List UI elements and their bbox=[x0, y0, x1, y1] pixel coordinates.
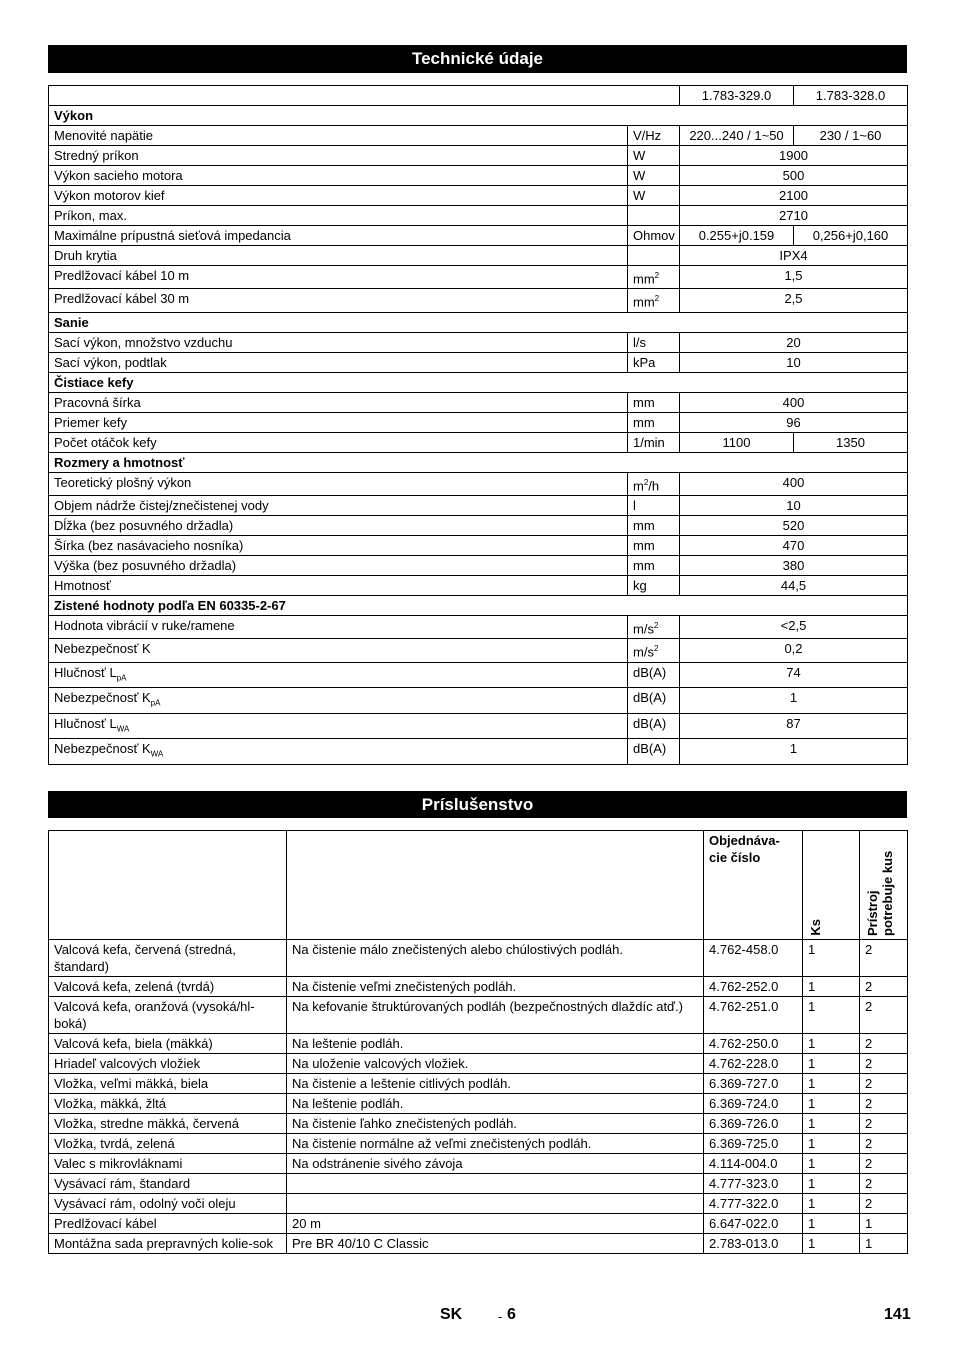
section-title: Čistiace kefy bbox=[49, 372, 908, 392]
spec-label-text: Výkon motorov kief bbox=[54, 188, 165, 203]
spec-unit bbox=[628, 206, 680, 226]
spec-label bbox=[49, 146, 628, 166]
section-title: Rozmery a hmotnosť bbox=[49, 452, 908, 472]
accessory-qty: 1 bbox=[803, 1114, 860, 1134]
spec-label-text: Dĺžka (bez posuvného držadla) bbox=[54, 517, 234, 533]
accessory-qty: 1 bbox=[803, 1154, 860, 1174]
spec-unit-text: W bbox=[633, 168, 646, 183]
spec-label bbox=[49, 266, 628, 289]
spec-label-subscript: WA bbox=[116, 724, 130, 734]
accessory-row bbox=[49, 997, 908, 1034]
spec-row bbox=[49, 126, 908, 146]
accessory-name: Hriadeľ valcových vložiek bbox=[49, 1054, 287, 1074]
spec-value: 520 bbox=[680, 515, 908, 535]
header-empty-desc bbox=[287, 831, 704, 940]
spec-unit-text: mm bbox=[633, 271, 655, 287]
spec-unit bbox=[628, 412, 680, 432]
spec-row bbox=[49, 289, 908, 312]
spec-label bbox=[49, 688, 628, 714]
accessory-order-number: 6.369-725.0 bbox=[704, 1134, 803, 1154]
spec-row bbox=[49, 713, 908, 739]
spec-unit bbox=[628, 739, 680, 765]
spec-label-text: Hmotnosť bbox=[54, 577, 111, 593]
spec-unit bbox=[628, 555, 680, 575]
accessory-order-number: 4.762-251.0 bbox=[704, 997, 803, 1034]
accessory-name: Vložka, mäkká, žltá bbox=[49, 1094, 287, 1114]
spec-label-text: Predlžovací kábel 30 m bbox=[54, 291, 190, 307]
header-order-number: Objednáva-cie číslo bbox=[704, 831, 803, 940]
spec-label bbox=[49, 555, 628, 575]
spec-value: 1900 bbox=[680, 146, 908, 166]
accessory-order-number: 4.777-322.0 bbox=[704, 1194, 803, 1214]
accessory-qty: 1 bbox=[803, 940, 860, 977]
spec-label bbox=[49, 472, 628, 495]
accessory-description: Na uloženie valcových vložiek. bbox=[287, 1054, 704, 1074]
spec-label-subscript: pA bbox=[150, 698, 161, 708]
accessory-qty: 1 bbox=[803, 977, 860, 997]
accessory-row bbox=[49, 1134, 908, 1154]
spec-row bbox=[49, 739, 908, 765]
spec-label bbox=[49, 332, 628, 352]
spec-label-text: Nebezpečnosť K bbox=[54, 641, 151, 657]
footer-sub-number: 6 bbox=[507, 1306, 516, 1323]
empty-cell bbox=[49, 86, 628, 106]
accessory-device-qty: 2 bbox=[860, 940, 908, 977]
accessory-description: Na čistenie ľahko znečistených podláh. bbox=[287, 1114, 704, 1134]
accessory-order-number: 6.369-724.0 bbox=[704, 1094, 803, 1114]
spec-label-text: Hodnota vibrácií v ruke/ramene bbox=[54, 617, 235, 633]
spec-label bbox=[49, 615, 628, 638]
spec-row bbox=[49, 246, 908, 266]
accessory-qty: 1 bbox=[803, 1134, 860, 1154]
spec-value-model-1: 0.255+j0.159 bbox=[680, 226, 794, 246]
spec-unit-text: mm bbox=[633, 294, 655, 310]
accessory-order-number: 6.369-727.0 bbox=[704, 1074, 803, 1094]
accessory-description bbox=[287, 1194, 704, 1214]
spec-label-text: Príkon, max. bbox=[54, 208, 127, 223]
spec-value: 470 bbox=[680, 535, 908, 555]
model-number: 1.783-329.0 bbox=[680, 86, 794, 106]
accessory-description: Na čistenie veľmi znečistených podláh. bbox=[287, 977, 704, 997]
accessory-row bbox=[49, 977, 908, 997]
spec-row bbox=[49, 472, 908, 495]
model-header-row bbox=[49, 86, 908, 106]
spec-unit-text: Ohmov bbox=[633, 228, 675, 243]
spec-label-subscript: WA bbox=[150, 750, 164, 760]
accessory-row bbox=[49, 1054, 908, 1074]
accessory-device-qty: 2 bbox=[860, 1054, 908, 1074]
spec-unit bbox=[628, 662, 680, 688]
accessory-device-qty: 2 bbox=[860, 1074, 908, 1094]
accessory-order-number: 4.777-323.0 bbox=[704, 1174, 803, 1194]
spec-unit-text: 1/min bbox=[633, 434, 665, 450]
accessory-qty: 1 bbox=[803, 997, 860, 1034]
accessories-header-row bbox=[49, 831, 908, 940]
accessory-qty: 1 bbox=[803, 1034, 860, 1054]
accessory-order-number: 4.762-228.0 bbox=[704, 1054, 803, 1074]
spec-unit bbox=[628, 639, 680, 662]
spec-value: <2,5 bbox=[680, 615, 908, 638]
spec-unit bbox=[628, 166, 680, 186]
spec-value: 1,5 bbox=[680, 266, 908, 289]
spec-value: 400 bbox=[680, 392, 908, 412]
spec-unit-text: l/s bbox=[633, 334, 646, 350]
spec-unit bbox=[628, 246, 680, 266]
spec-value-model-2: 0,256+j0,160 bbox=[794, 226, 908, 246]
spec-unit bbox=[628, 332, 680, 352]
section-row bbox=[49, 595, 908, 615]
spec-label-text: Menovité napätie bbox=[54, 128, 154, 143]
spec-row bbox=[49, 266, 908, 289]
spec-unit bbox=[628, 266, 680, 289]
spec-value: 74 bbox=[680, 662, 908, 688]
accessory-name: Valcová kefa, oranžová (vysoká/hl-boká) bbox=[49, 997, 287, 1034]
spec-label bbox=[49, 515, 628, 535]
spec-unit bbox=[628, 289, 680, 312]
spec-value: 1 bbox=[680, 688, 908, 714]
spec-label bbox=[49, 713, 628, 739]
spec-row bbox=[49, 412, 908, 432]
spec-value: 96 bbox=[680, 412, 908, 432]
header-device-label: Prístroj potrebuje kus bbox=[865, 850, 895, 936]
spec-row bbox=[49, 688, 908, 714]
spec-unit-superscript: 2 bbox=[643, 477, 649, 487]
spec-unit-text: l bbox=[633, 497, 636, 513]
spec-value-model-2: 230 / 1~60 bbox=[794, 126, 908, 146]
spec-label-text: Šírka (bez nasávacieho nosníka) bbox=[54, 537, 244, 553]
accessory-row bbox=[49, 940, 908, 977]
spec-label bbox=[49, 432, 628, 452]
accessory-description: Na odstránenie sivého závoja bbox=[287, 1154, 704, 1174]
accessory-name: Predlžovací kábel bbox=[49, 1214, 287, 1234]
spec-label bbox=[49, 246, 628, 266]
spec-unit bbox=[628, 495, 680, 515]
footer-language: SK bbox=[440, 1306, 463, 1323]
spec-unit bbox=[628, 126, 680, 146]
accessory-row bbox=[49, 1074, 908, 1094]
accessory-device-qty: 2 bbox=[860, 997, 908, 1034]
spec-unit-text: mm bbox=[633, 517, 655, 533]
accessory-name: Valcová kefa, zelená (tvrdá) bbox=[49, 977, 287, 997]
accessory-name: Valec s mikrovláknami bbox=[49, 1154, 287, 1174]
accessory-order-number: 4.762-252.0 bbox=[704, 977, 803, 997]
spec-unit bbox=[628, 515, 680, 535]
accessory-name: Vložka, tvrdá, zelená bbox=[49, 1134, 287, 1154]
spec-unit-text: W bbox=[633, 148, 646, 163]
spec-label-text: Počet otáčok kefy bbox=[54, 434, 157, 450]
spec-label-text: Sací výkon, množstvo vzduchu bbox=[54, 334, 233, 350]
spec-unit-text: dB(A) bbox=[633, 741, 667, 757]
accessory-device-qty: 2 bbox=[860, 1034, 908, 1054]
section-row bbox=[49, 106, 908, 126]
accessories-heading: Príslušenstvo bbox=[48, 791, 907, 818]
spec-unit-text: mm bbox=[633, 537, 655, 553]
spec-label-text: Maximálne prípustná sieťová impedancia bbox=[54, 228, 291, 243]
spec-label bbox=[49, 495, 628, 515]
accessory-order-number: 6.647-022.0 bbox=[704, 1214, 803, 1234]
section-title: Výkon bbox=[49, 106, 908, 126]
spec-label-text: Predlžovací kábel 10 m bbox=[54, 268, 190, 283]
spec-value: 500 bbox=[680, 166, 908, 186]
accessory-device-qty: 2 bbox=[860, 1134, 908, 1154]
spec-label bbox=[49, 206, 628, 226]
accessory-description: Na kefovanie štruktúrovaných podláh (bezpečnostných dlaždíc atď.) bbox=[287, 997, 704, 1034]
spec-label-text: Objem nádrže čistej/znečistenej vody bbox=[54, 497, 269, 513]
spec-unit-superscript: 2 bbox=[654, 294, 660, 304]
spec-label-text: Priemer kefy bbox=[54, 414, 127, 430]
accessory-qty: 1 bbox=[803, 1214, 860, 1234]
spec-unit-text: kg bbox=[633, 577, 647, 593]
spec-value: 2,5 bbox=[680, 289, 908, 312]
spec-row bbox=[49, 495, 908, 515]
spec-unit-text: mm bbox=[633, 394, 655, 410]
spec-unit bbox=[628, 186, 680, 206]
spec-row bbox=[49, 352, 908, 372]
accessory-row bbox=[49, 1174, 908, 1194]
section-title: Zistené hodnoty podľa EN 60335-2-67 bbox=[49, 595, 908, 615]
spec-label-text: Teoretický plošný výkon bbox=[54, 474, 192, 490]
spec-value-model-1: 220...240 / 1~50 bbox=[680, 126, 794, 146]
header-qty-label: Ks bbox=[808, 919, 823, 936]
spec-unit bbox=[628, 688, 680, 714]
spec-value: 10 bbox=[680, 495, 908, 515]
accessory-order-number: 4.114-004.0 bbox=[704, 1154, 803, 1174]
spec-row bbox=[49, 575, 908, 595]
spec-label-text: Výkon sacieho motora bbox=[54, 168, 183, 183]
accessory-order-number: 4.762-458.0 bbox=[704, 940, 803, 977]
spec-label bbox=[49, 186, 628, 206]
spec-unit bbox=[628, 575, 680, 595]
accessory-device-qty: 1 bbox=[860, 1214, 908, 1234]
accessory-description: Pre BR 40/10 C Classic bbox=[287, 1234, 704, 1254]
accessory-device-qty: 2 bbox=[860, 1154, 908, 1174]
spec-label bbox=[49, 392, 628, 412]
accessory-description: 20 m bbox=[287, 1214, 704, 1234]
spec-label-text: Stredný príkon bbox=[54, 148, 139, 163]
spec-unit-superscript: 2 bbox=[653, 620, 659, 630]
spec-value: 1 bbox=[680, 739, 908, 765]
spec-label-text: Druh krytia bbox=[54, 248, 117, 263]
accessory-row bbox=[49, 1234, 908, 1254]
spec-label bbox=[49, 739, 628, 765]
spec-unit-superscript: 2 bbox=[654, 271, 660, 280]
accessory-row bbox=[49, 1154, 908, 1174]
spec-unit bbox=[628, 535, 680, 555]
spec-row bbox=[49, 555, 908, 575]
spec-row bbox=[49, 615, 908, 638]
spec-unit bbox=[628, 352, 680, 372]
empty-cell bbox=[628, 86, 680, 106]
accessory-qty: 1 bbox=[803, 1174, 860, 1194]
technical-data-table bbox=[48, 85, 908, 765]
accessory-qty: 1 bbox=[803, 1074, 860, 1094]
spec-row bbox=[49, 639, 908, 662]
spec-unit-superscript: 2 bbox=[653, 644, 659, 654]
spec-unit bbox=[628, 226, 680, 246]
accessory-row bbox=[49, 1114, 908, 1134]
section-row bbox=[49, 312, 908, 332]
accessory-device-qty: 2 bbox=[860, 1114, 908, 1134]
spec-label bbox=[49, 535, 628, 555]
spec-label-text: Sací výkon, podtlak bbox=[54, 354, 167, 370]
spec-row bbox=[49, 186, 908, 206]
spec-row bbox=[49, 166, 908, 186]
spec-unit-text: mm bbox=[633, 414, 655, 430]
spec-label-text: Nebezpečnosť K bbox=[54, 690, 151, 706]
spec-value-model-1: 1100 bbox=[680, 432, 794, 452]
spec-value: 87 bbox=[680, 713, 908, 739]
header-empty-name bbox=[49, 831, 287, 940]
spec-unit bbox=[628, 713, 680, 739]
spec-unit-text: m/s bbox=[633, 621, 654, 637]
spec-unit-text: m bbox=[633, 477, 644, 493]
accessory-qty: 1 bbox=[803, 1094, 860, 1114]
spec-label-subscript: pA bbox=[116, 673, 127, 683]
accessory-qty: 1 bbox=[803, 1194, 860, 1214]
spec-unit bbox=[628, 146, 680, 166]
accessory-device-qty: 2 bbox=[860, 977, 908, 997]
spec-row bbox=[49, 146, 908, 166]
accessory-description: Na čistenie normálne až veľmi znečistených podláh. bbox=[287, 1134, 704, 1154]
accessory-device-qty: 2 bbox=[860, 1094, 908, 1114]
spec-row bbox=[49, 515, 908, 535]
spec-label-text: Hlučnosť L bbox=[54, 715, 117, 731]
spec-label bbox=[49, 412, 628, 432]
accessory-order-number: 6.369-726.0 bbox=[704, 1114, 803, 1134]
spec-unit bbox=[628, 432, 680, 452]
spec-unit-text: m/s bbox=[633, 644, 654, 660]
spec-label bbox=[49, 289, 628, 312]
spec-label bbox=[49, 352, 628, 372]
accessory-description: Na čistenie málo znečistených alebo chúlostivých podláh. bbox=[287, 940, 704, 977]
spec-unit-text: dB(A) bbox=[633, 690, 667, 706]
spec-row bbox=[49, 432, 908, 452]
accessory-qty: 1 bbox=[803, 1234, 860, 1254]
accessory-order-number: 4.762-250.0 bbox=[704, 1034, 803, 1054]
spec-row bbox=[49, 226, 908, 246]
spec-value: 380 bbox=[680, 555, 908, 575]
spec-unit-text: W bbox=[633, 188, 646, 203]
spec-row bbox=[49, 206, 908, 226]
spec-value: 400 bbox=[680, 472, 908, 495]
spec-unit-text: dB(A) bbox=[633, 664, 667, 680]
accessory-row bbox=[49, 1094, 908, 1114]
spec-unit-text: dB(A) bbox=[633, 715, 667, 731]
accessory-order-number: 2.783-013.0 bbox=[704, 1234, 803, 1254]
spec-value: 20 bbox=[680, 332, 908, 352]
section-row bbox=[49, 372, 908, 392]
footer-page-number: 141 bbox=[884, 1306, 911, 1323]
accessory-name: Vložka, veľmi mäkká, biela bbox=[49, 1074, 287, 1094]
accessory-name: Valcová kefa, biela (mäkká) bbox=[49, 1034, 287, 1054]
accessory-description bbox=[287, 1174, 704, 1194]
spec-row bbox=[49, 392, 908, 412]
accessory-device-qty: 2 bbox=[860, 1194, 908, 1214]
accessory-name: Valcová kefa, červená (stredná, štandard) bbox=[49, 940, 287, 977]
spec-unit bbox=[628, 472, 680, 495]
spec-row bbox=[49, 662, 908, 688]
spec-value: 2710 bbox=[680, 206, 908, 226]
spec-unit-tail: /h bbox=[648, 477, 660, 493]
accessory-description: Na čistenie a leštenie citlivých podláh. bbox=[287, 1074, 704, 1094]
accessory-device-qty: 2 bbox=[860, 1174, 908, 1194]
accessory-device-qty: 1 bbox=[860, 1234, 908, 1254]
accessory-description: Na leštenie podláh. bbox=[287, 1034, 704, 1054]
section-title: Sanie bbox=[49, 312, 908, 332]
spec-label bbox=[49, 126, 628, 146]
spec-value: IPX4 bbox=[680, 246, 908, 266]
spec-label bbox=[49, 166, 628, 186]
spec-label bbox=[49, 662, 628, 688]
accessory-row bbox=[49, 1214, 908, 1234]
spec-unit bbox=[628, 615, 680, 638]
spec-label bbox=[49, 639, 628, 662]
header-qty bbox=[803, 831, 860, 940]
spec-label bbox=[49, 226, 628, 246]
spec-value-model-2: 1350 bbox=[794, 432, 908, 452]
spec-value: 2100 bbox=[680, 186, 908, 206]
accessory-name: Vysávací rám, odolný voči oleju bbox=[49, 1194, 287, 1214]
model-number: 1.783-328.0 bbox=[794, 86, 908, 106]
accessory-description: Na leštenie podláh. bbox=[287, 1094, 704, 1114]
spec-unit-text: mm bbox=[633, 557, 655, 573]
spec-unit-text: kPa bbox=[633, 354, 656, 370]
spec-label-text: Výška (bez posuvného držadla) bbox=[54, 557, 237, 573]
spec-value: 10 bbox=[680, 352, 908, 372]
spec-row bbox=[49, 332, 908, 352]
accessory-name: Vysávací rám, štandard bbox=[49, 1174, 287, 1194]
spec-row bbox=[49, 535, 908, 555]
accessory-row bbox=[49, 1194, 908, 1214]
footer-sub-dash: - bbox=[498, 1309, 503, 1324]
spec-label-text: Pracovná šírka bbox=[54, 394, 141, 410]
accessories-table bbox=[48, 830, 908, 1254]
technical-data-heading: Technické údaje bbox=[48, 45, 907, 73]
header-device bbox=[860, 831, 908, 940]
section-row bbox=[49, 452, 908, 472]
accessory-name: Vložka, stredne mäkká, červená bbox=[49, 1114, 287, 1134]
spec-unit-text: V/Hz bbox=[633, 128, 662, 143]
accessory-row bbox=[49, 1034, 908, 1054]
spec-label-text: Hlučnosť L bbox=[54, 664, 117, 680]
spec-label bbox=[49, 575, 628, 595]
spec-label-text: Nebezpečnosť K bbox=[54, 741, 151, 757]
spec-value: 0,2 bbox=[680, 639, 908, 662]
spec-value: 44,5 bbox=[680, 575, 908, 595]
spec-unit bbox=[628, 392, 680, 412]
accessory-qty: 1 bbox=[803, 1054, 860, 1074]
accessory-name: Montážna sada prepravných kolie-sok bbox=[49, 1234, 287, 1254]
